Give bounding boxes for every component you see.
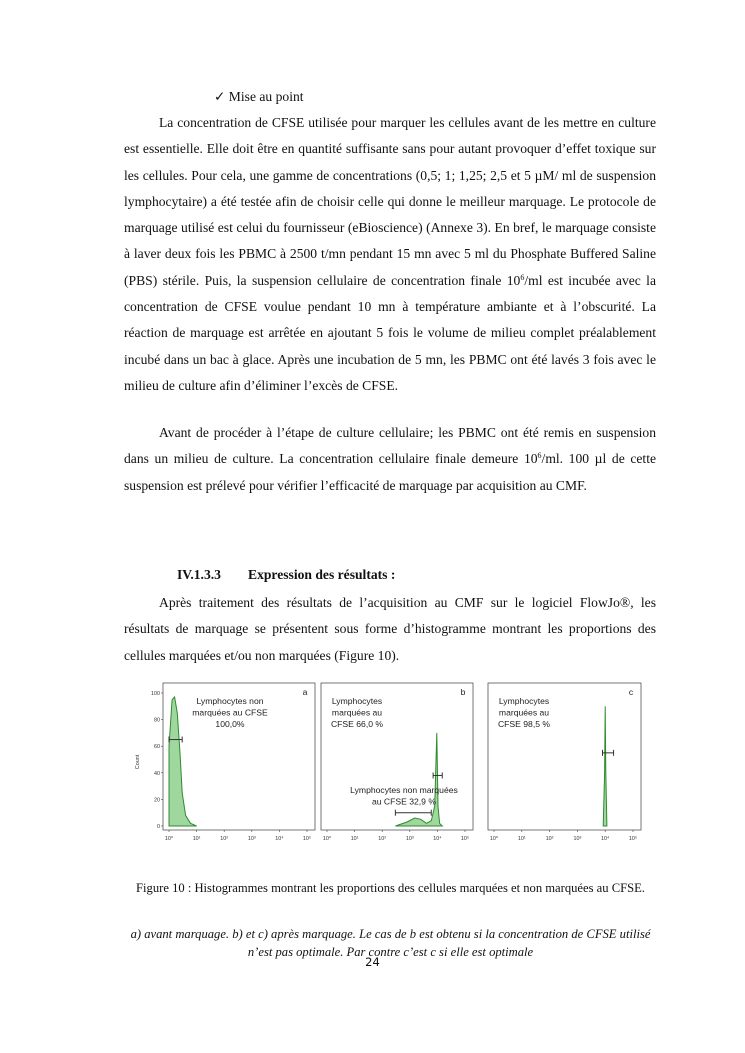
x-tick-label: 10⁴: [433, 836, 442, 842]
y-tick-label: 100: [151, 691, 160, 697]
panel-label-line: Lymphocytes non: [196, 696, 264, 706]
panel-label-line: CFSE 98,5 %: [497, 719, 551, 729]
paragraph-2: Avant de procéder à l’étape de culture cellulaire; les PBMC ont été remis en suspension dans un milieu de culture. La concentration cellulaire finale demeure $10^6/ml$. 100 µl de cette suspension est prélevé pour vérifier l’efficacité de marquage par acquisition au CMF.: [124, 425, 656, 493]
bullet-text: Mise au point: [228, 89, 304, 104]
paragraph-3: Après traitement des résultats de l’acquisition au CMF sur le logiciel FlowJo®, les résultats de marquage se présentent sous forme d’histogramme montrant les proportions des cellules marquées et/ou non marquées (Figure 10).: [124, 595, 656, 663]
paragraph-1-part-a: La concentration de CFSE utilisée pour marquer les cellules avant de les mettre en culture est essentielle. Elle doit être en quantité suffisante sans pour autant provoquer d’effet toxique sur les cellules. Pour cela, une gamme de concentrations (0,5; 1; 1,25; 2,5 et 5 µM/ ml de suspension lymphocytaire) a été testée afin de choisir celle qui donne le meilleur marquage. Le protocole de marquage utilisé est celui du fournisseur (eBioscience) (Annexe 3). En bref, le marquage consiste à laver deux fois les PBMC à 2500 t/mn pendant 15 mn avec 5 ml du Phosphate Buffered Saline (PBS) stérile. Puis, la: [124, 115, 656, 288]
section-heading: [177, 565, 395, 585]
paragraph-1-part-b: suspension cellulaire de concentration finale $10^6/ml$ est incubée avec la concentration de CFSE voulue pendant 10 mn à température ambiante et à l’obscurité. La réaction de marquage est arrêtée en ajoutant 5 fois le volume de milieu complet préalablement incubé dans un bac à glace. Après une incubation de 5 mn, les PBMC ont été lavés 3 fois avec le milieu de culture afin d’éliminer l’excès de CFSE.: [124, 272, 656, 393]
y-tick-label: 40: [154, 770, 160, 777]
panel-label-line: 100,0%: [215, 719, 245, 729]
x-tick-label: 10⁵: [460, 836, 470, 842]
x-tick-label: 10⁵: [628, 836, 638, 842]
bullet-item: [214, 87, 304, 107]
x-tick-label: 10⁴: [601, 836, 610, 842]
panel-letter: c: [628, 687, 634, 697]
x-tick-label: 10⁵: [302, 836, 312, 842]
x-tick-label: 10⁰: [164, 836, 174, 842]
figure-10: [133, 680, 643, 850]
histogram-area: [603, 706, 607, 826]
panel-letter: b: [460, 687, 466, 697]
x-tick-label: 10³: [405, 836, 414, 842]
histogram-area: [395, 733, 442, 826]
panel-label2-line: Lymphocytes non marquées: [350, 785, 458, 795]
x-tick-label: 10²: [378, 836, 387, 842]
x-tick-label: 10²: [545, 836, 554, 842]
figure-caption: Figure 10 : Histogrammes montrant les proportions des cellules marquées et non marquées au CFSE.: [136, 881, 645, 895]
section-title: Expression des résultats :: [248, 567, 396, 582]
checkmark-icon: ✓: [214, 89, 226, 104]
y-tick-label: 60: [154, 744, 160, 751]
x-tick-label: 10³: [247, 836, 256, 842]
panel-label-line: marquées au: [498, 707, 550, 718]
panel-label-line: CFSE 66,0 %: [330, 719, 384, 729]
y-tick-label: 80: [154, 717, 160, 724]
page-number: 24: [365, 955, 380, 969]
x-tick-label: 10¹: [517, 836, 526, 842]
x-tick-label: 10³: [573, 836, 582, 842]
x-tick-label: 10¹: [350, 836, 359, 842]
paragraph-1: [124, 110, 656, 399]
panel-label-line: Lymphocytes: [498, 696, 550, 706]
panel-letter: a: [302, 687, 308, 697]
y-tick-label: 0: [157, 824, 160, 830]
panel-label2-line: au CFSE 32,9 %: [371, 796, 437, 807]
histogram-figure: [133, 680, 643, 850]
x-tick-label: 10²: [220, 836, 229, 842]
x-tick-label: 10⁰: [322, 836, 332, 842]
figure-caption-note: a) avant marquage. b) et c) après marquage. Le cas de b est obtenu si la concentration de CFSE utilisé n’est pas optimale. Par contre c’est c si elle est optimale: [130, 927, 651, 959]
y-axis-label: Count: [135, 754, 141, 770]
panel-label-line: marquées au: [331, 707, 383, 718]
panel-label-line: Lymphocytes: [331, 696, 383, 706]
section-number: IV.1.3.3: [177, 567, 221, 582]
x-tick-label: 10¹: [192, 836, 201, 842]
y-tick-label: 20: [154, 797, 160, 804]
x-tick-label: 10⁰: [489, 836, 499, 842]
x-tick-label: 10⁴: [275, 836, 284, 842]
panel-label-line: marquées au CFSE: [192, 707, 268, 718]
